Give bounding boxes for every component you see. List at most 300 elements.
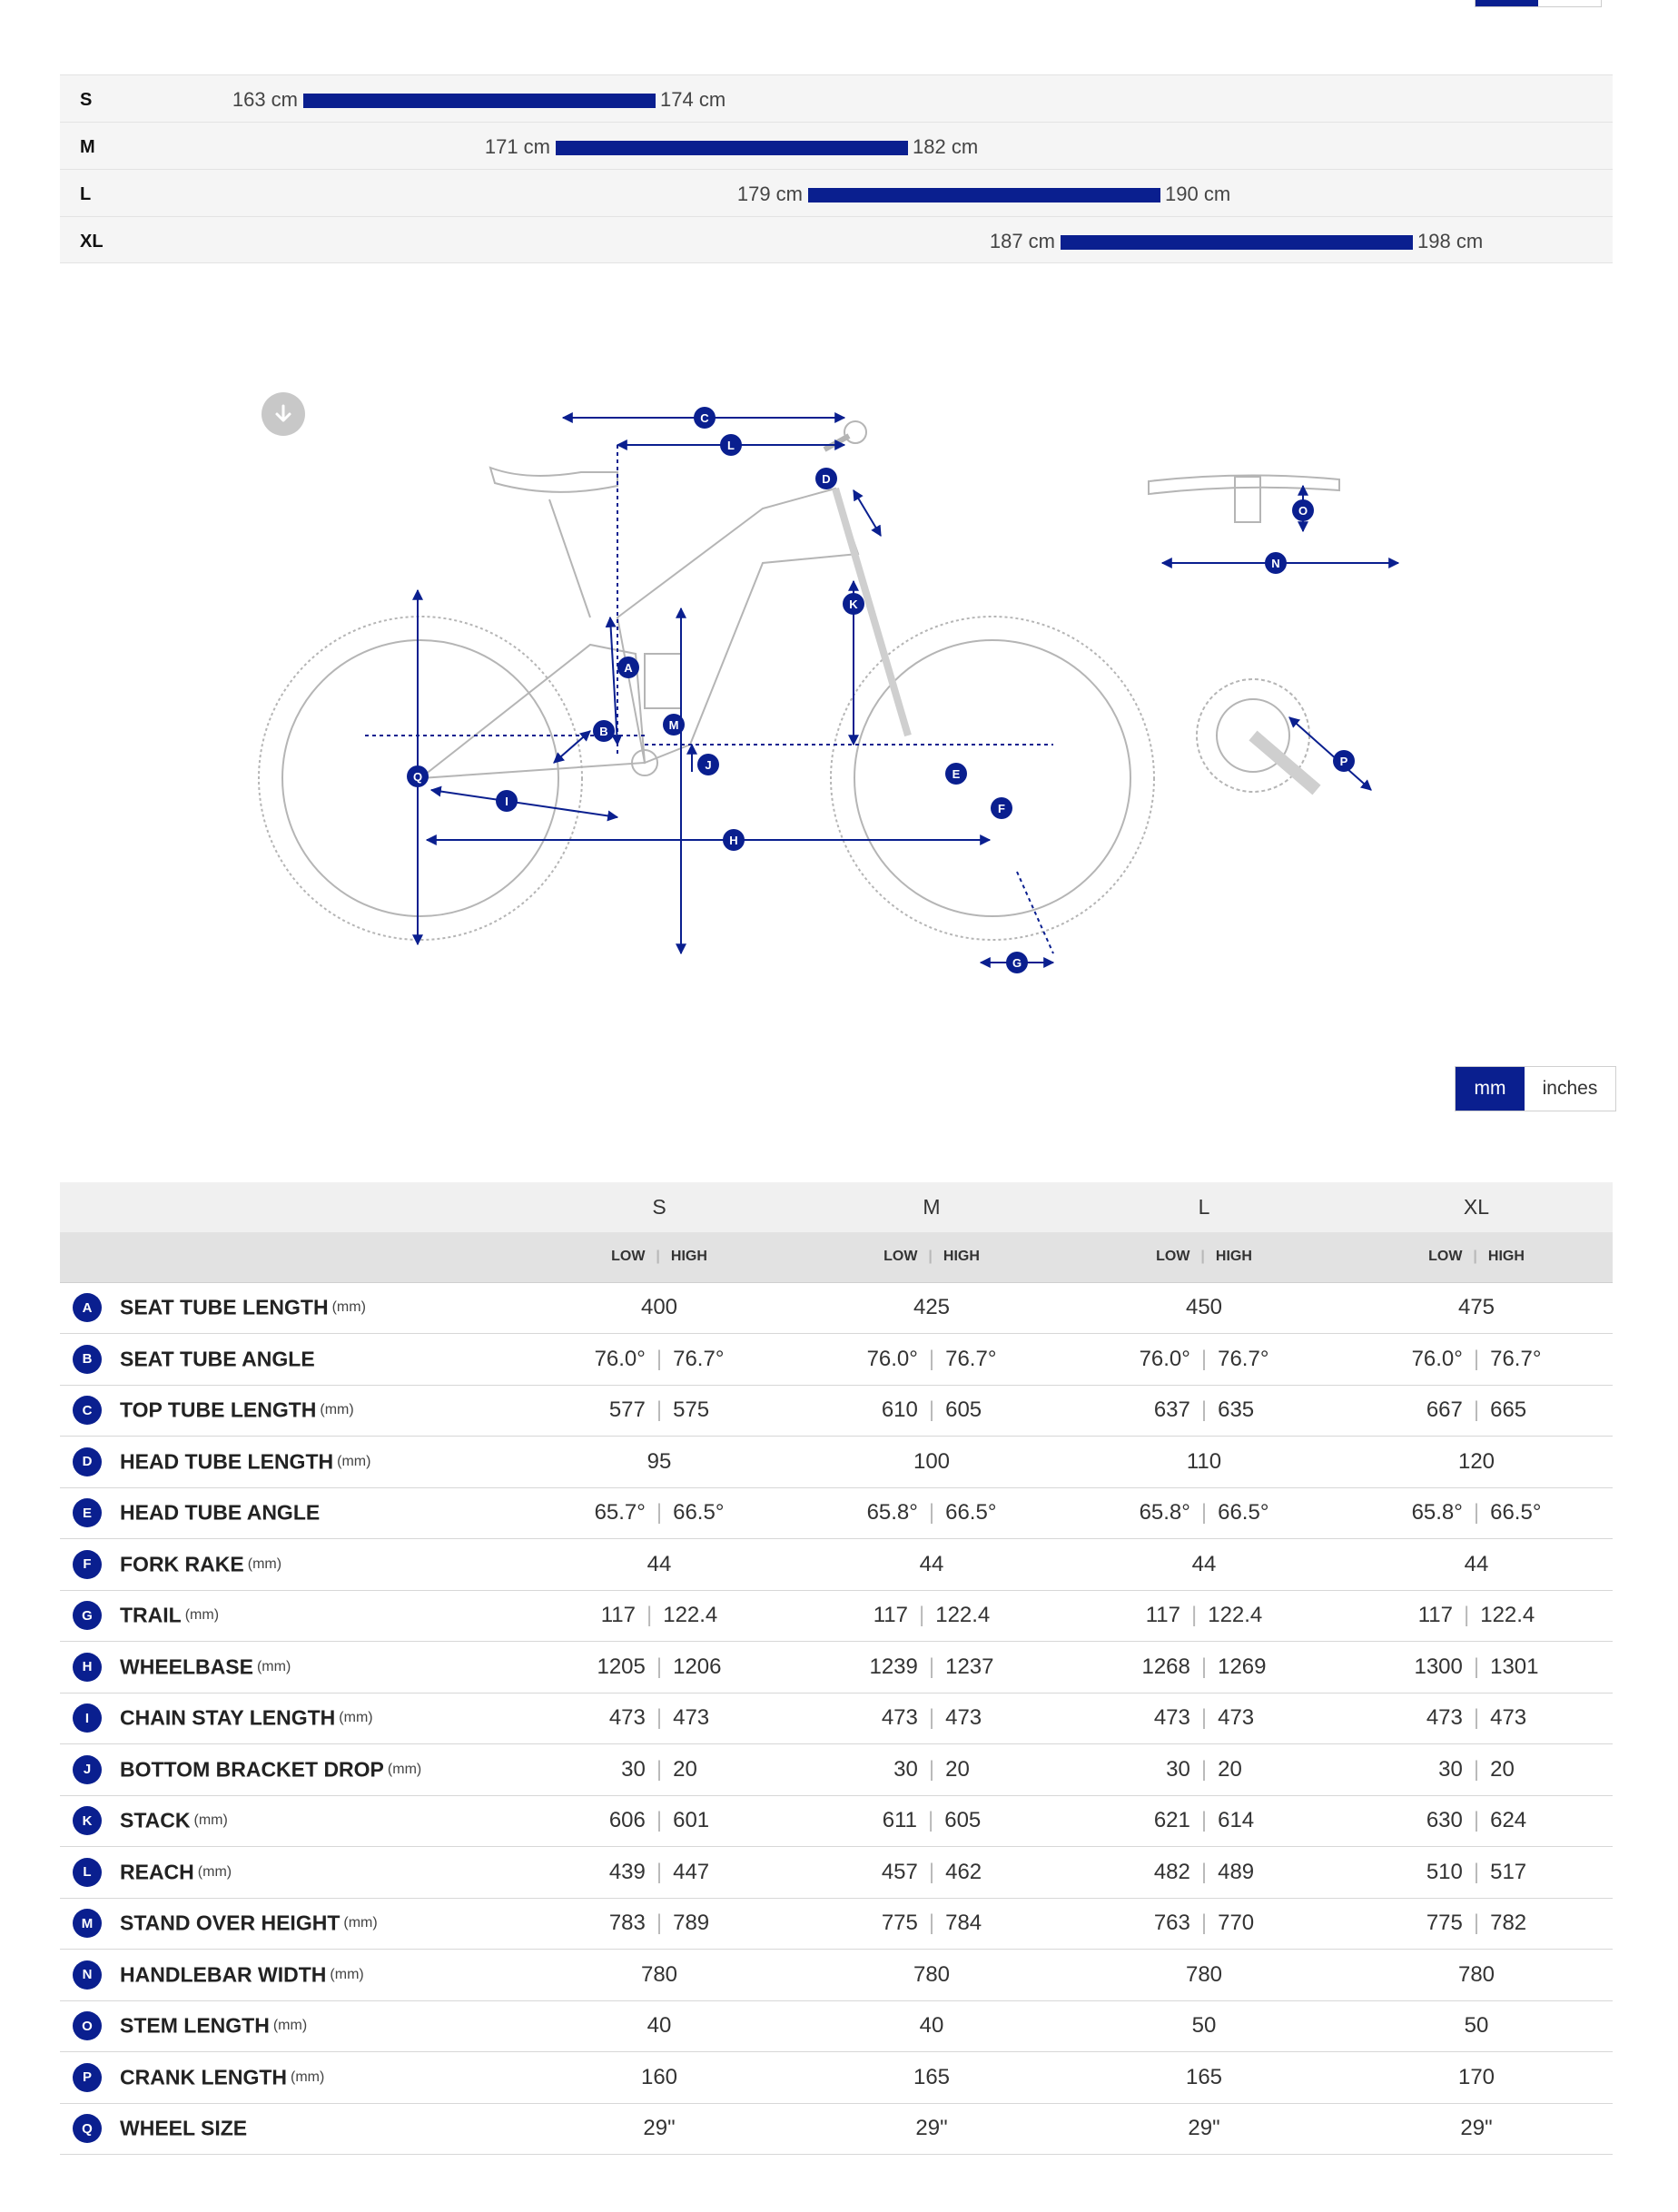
low-value: 65.8° [1139,1500,1190,1526]
size-row-s [60,74,1613,122]
geometry-value-cell [523,2052,795,2104]
low-value: 473 [1426,1705,1463,1731]
geometry-param-cell [60,1642,523,1694]
geometry-value-cell [795,1539,1068,1591]
param-name: STACK [120,1808,191,1832]
value-separator: | [1473,1705,1480,1731]
low-value: 482 [1153,1859,1190,1884]
low-value: 577 [608,1397,646,1423]
param-unit: (mm) [193,1812,228,1829]
value: 44 [1464,1551,1489,1576]
param-name: SEAT TUBE LENGTH [120,1295,329,1319]
low-value: 117 [1145,1603,1180,1628]
value-separator: | [1200,1808,1208,1833]
geometry-value-cell [795,2000,1068,2052]
value-separator: | [656,1346,663,1371]
param-name: WHEELBASE [120,1654,253,1679]
geometry-value-cell [523,1847,795,1899]
low-value: 1205 [597,1654,646,1679]
param-key-badge: G [73,1601,102,1630]
value: 170 [1457,2064,1495,2089]
low-value: 30 [1438,1756,1463,1782]
svg-text:I: I [505,795,508,808]
geometry-value-cell [1068,1487,1340,1539]
geometry-value-cell [1068,1898,1340,1950]
value-separator: | [927,1808,934,1833]
high-value: 614 [1218,1808,1255,1833]
low-value: 30 [621,1756,646,1782]
high-value: 1269 [1218,1654,1267,1679]
param-key-badge: P [73,2063,102,2092]
low-value: 457 [881,1859,918,1884]
geometry-param-cell [60,1950,523,2001]
value-separator: | [656,1500,663,1526]
geometry-row [60,2052,1613,2104]
param-key-badge: I [73,1703,102,1733]
low-high-header: LOW | HIGH [1068,1232,1340,1282]
value: 29" [915,2116,948,2141]
param-unit: (mm) [256,1658,291,1674]
svg-text:K: K [849,597,858,611]
geometry-value-cell [523,1693,795,1744]
high-value: 66.5° [1490,1500,1542,1526]
high-value: 1301 [1490,1654,1539,1679]
high-value: 66.5° [673,1500,725,1526]
geometry-value-cell [1068,2000,1340,2052]
high-value: 122.4 [1480,1603,1535,1628]
diagram-label-e [945,763,967,785]
saddle [490,468,617,492]
high-value: 782 [1490,1911,1527,1936]
high-value: 517 [1490,1859,1527,1884]
geometry-param-cell [60,1744,523,1796]
diagram-label-k [843,593,864,615]
diagram-label-g [1006,952,1028,973]
value-separator: | [1200,1397,1208,1423]
diagram-label-n [1265,552,1287,574]
diagram-label-c [694,407,716,429]
low-value: 473 [608,1705,646,1731]
high-value: 122.4 [1208,1603,1263,1628]
param-key-badge: M [73,1909,102,1938]
diagram-label-h [723,829,745,851]
geometry-value-cell [523,1744,795,1796]
low-value: 76.0° [1139,1346,1190,1371]
geometry-value-cell [795,1282,1068,1334]
geometry-row [60,2103,1613,2155]
high-value: 66.5° [1218,1500,1269,1526]
geometry-value-cell [523,1385,795,1437]
low-value: 65.7° [594,1500,646,1526]
value-separator: | [656,1756,663,1782]
geometry-value-cell [1340,2052,1613,2104]
low-value: 775 [1426,1911,1463,1936]
geometry-row [60,1437,1613,1488]
value-separator: | [1200,1911,1208,1936]
geometry-value-cell [523,1487,795,1539]
param-name: SEAT TUBE ANGLE [120,1347,315,1371]
low-value: 76.0° [1411,1346,1463,1371]
value-separator: | [1190,1603,1198,1628]
geometry-param-cell [60,2052,523,2104]
geometry-row [60,1334,1613,1386]
value: 165 [913,2064,951,2089]
high-value: 605 [944,1808,982,1833]
geometry-value-cell [523,1950,795,2001]
param-name: CHAIN STAY LENGTH [120,1705,336,1730]
high-value: 76.7° [945,1346,997,1371]
value-separator: | [1200,1654,1208,1679]
value-separator: | [918,1603,925,1628]
geometry-param-cell [60,1693,523,1744]
value-separator: | [928,1500,935,1526]
geometry-value-cell [1340,1590,1613,1642]
size-label: XL [80,232,104,252]
high-value: 447 [673,1859,710,1884]
low-value: 117 [1417,1603,1453,1628]
geometry-value-cell [1340,1487,1613,1539]
height-low-label: 171 cm [484,135,550,158]
low-value: 117 [600,1603,636,1628]
low-high-header: LOW | HIGH [795,1232,1068,1282]
svg-text:B: B [599,725,608,738]
geometry-row [60,1693,1613,1744]
low-value: 611 [882,1808,917,1833]
geometry-value-cell [1340,1847,1613,1899]
size-header-row [60,1182,1613,1232]
unit-inches-button[interactable]: inches [1525,1067,1615,1111]
height-range-bar [808,188,1160,202]
value-separator: | [928,1346,935,1371]
geometry-value-cell [1340,2103,1613,2155]
geometry-value-cell [795,1847,1068,1899]
value-separator: | [1473,1654,1480,1679]
high-value: 770 [1218,1911,1255,1936]
value-separator: | [656,1705,663,1731]
value: 29" [643,2116,676,2141]
low-value: 76.0° [594,1346,646,1371]
param-key-badge: Q [73,2114,102,2143]
low-value: 1239 [869,1654,918,1679]
geometry-value-cell [1068,2052,1340,2104]
high-value: 575 [673,1397,710,1423]
height-high-label: 182 cm [913,135,979,158]
geometry-value-cell [795,2103,1068,2155]
geometry-value-cell [1340,1282,1613,1334]
size-header: L [1068,1182,1340,1232]
geometry-value-cell [795,1795,1068,1847]
size-header: M [795,1182,1068,1232]
param-name: FORK RAKE [120,1552,244,1576]
value-separator: | [1200,1705,1208,1731]
geometry-value-cell [1340,2000,1613,2052]
geometry-value-cell [795,1950,1068,2001]
size-row-m [60,122,1613,169]
value-separator: | [928,1756,935,1782]
svg-text:H: H [729,834,738,847]
value-separator: | [1473,1859,1480,1884]
fork [835,489,908,736]
low-value: 1300 [1414,1654,1463,1679]
geometry-value-cell [1340,1693,1613,1744]
param-key-badge: J [73,1755,102,1784]
geometry-value-cell [523,1539,795,1591]
geometry-value-cell [523,1898,795,1950]
geometry-value-cell [795,1334,1068,1386]
value: 400 [640,1295,678,1320]
low-value: 775 [881,1911,918,1936]
geometry-value-cell [1068,1385,1340,1437]
low-value: 637 [1153,1397,1190,1423]
height-range-bar [303,94,656,108]
value-separator: | [1463,1603,1470,1628]
low-value: 763 [1153,1911,1190,1936]
low-value: 65.8° [866,1500,918,1526]
geometry-value-cell [795,1693,1068,1744]
geometry-value-cell [1068,1642,1340,1694]
high-value: 784 [945,1911,982,1936]
svg-text:E: E [952,767,961,781]
size-header: XL [1340,1182,1613,1232]
size-label: L [80,184,92,204]
value-separator: | [1473,1397,1480,1423]
param-unit: (mm) [247,1555,282,1572]
svg-text:L: L [727,439,735,452]
geometry-table [60,1182,1613,2155]
height-low-label: 187 cm [989,230,1055,252]
value: 780 [1457,1961,1495,1987]
geometry-row [60,1539,1613,1591]
geometry-param-cell [60,1539,523,1591]
geometry-row [60,1847,1613,1899]
diagram-label-a [617,657,639,678]
svg-text:Q: Q [412,770,423,784]
geometry-value-cell [523,1437,795,1488]
bar-clamp [844,421,866,443]
size-label: M [80,137,95,157]
value: 40 [647,2013,672,2039]
param-name: HANDLEBAR WIDTH [120,1962,327,1987]
geometry-value-cell [1340,1795,1613,1847]
geometry-value-cell [795,1437,1068,1488]
param-key-badge: D [73,1447,102,1476]
geometry-value-cell [1068,1590,1340,1642]
value: 780 [640,1961,678,1987]
high-value: 624 [1490,1808,1527,1833]
value: 780 [913,1961,951,1987]
high-value: 20 [1490,1756,1515,1782]
value: 165 [1185,2064,1223,2089]
geometry-value-cell [523,1590,795,1642]
geometry-value-cell [1068,1693,1340,1744]
geometry-param-cell [60,1898,523,1950]
geometry-value-cell [523,1795,795,1847]
value: 110 [1186,1448,1222,1474]
value-separator: | [646,1603,653,1628]
value-separator: | [1473,1756,1480,1782]
geometry-value-cell [1340,1744,1613,1796]
geometry-param-cell [60,1334,523,1386]
value: 29" [1188,2116,1220,2141]
svg-text:N: N [1271,557,1280,570]
param-unit: (mm) [320,1402,354,1418]
value-separator: | [1473,1911,1480,1936]
param-name: CRANK LENGTH [120,2065,287,2089]
low-value: 667 [1426,1397,1463,1423]
geometry-value-cell [1340,1898,1613,1950]
param-key-badge: F [73,1550,102,1579]
value: 100 [913,1448,951,1474]
value: 50 [1191,2013,1217,2039]
geometry-value-cell [1068,1437,1340,1488]
value: 29" [1460,2116,1493,2141]
high-value: 473 [945,1705,982,1731]
high-value: 473 [1218,1705,1255,1731]
geometry-value-cell [1340,1437,1613,1488]
high-value: 76.7° [1490,1346,1542,1371]
param-key-badge: L [73,1858,102,1887]
geometry-value-cell [523,1642,795,1694]
param-key-badge: E [73,1498,102,1527]
geometry-value-cell [523,1334,795,1386]
param-key-badge: B [73,1345,102,1374]
geometry-row [60,1950,1613,2001]
unit-toggle [1455,1066,1616,1111]
low-value: 606 [608,1808,646,1833]
geometry-row [60,1642,1613,1694]
geometry-param-cell [60,1847,523,1899]
size-header: S [523,1182,795,1232]
stem-side [1235,477,1260,522]
value: 160 [640,2064,678,2089]
diagram-label-b [593,720,615,742]
geometry-value-cell [1340,1539,1613,1591]
value-separator: | [1200,1346,1208,1371]
geometry-param-cell [60,1590,523,1642]
high-value: 76.7° [1218,1346,1269,1371]
unit-mm-button[interactable]: mm [1456,1067,1525,1111]
geometry-value-cell [1068,1847,1340,1899]
height-high-label: 190 cm [1165,183,1231,205]
param-name: HEAD TUBE ANGLE [120,1500,321,1525]
svg-text:G: G [1012,956,1022,970]
diagram-label-i [496,790,518,812]
param-name: TOP TUBE LENGTH [120,1397,317,1422]
value-separator: | [656,1654,663,1679]
low-value: 510 [1426,1859,1463,1884]
low-value: 783 [608,1911,646,1936]
param-key-badge: N [73,1960,102,1990]
geometry-value-cell [795,1744,1068,1796]
diagram-label-f [991,797,1012,819]
high-value: 473 [673,1705,710,1731]
value: 44 [919,1551,944,1576]
geometry-value-cell [1340,1950,1613,2001]
geometry-param-cell [60,2103,523,2155]
value-separator: | [928,1705,935,1731]
high-value: 605 [945,1397,982,1423]
geometry-value-cell [1340,1334,1613,1386]
geometry-value-cell [1068,1334,1340,1386]
geometry-row [60,1487,1613,1539]
svg-text:A: A [624,661,633,675]
value-separator: | [1200,1756,1208,1782]
geometry-param-cell [60,1487,523,1539]
height-high-label: 174 cm [660,88,726,111]
low-value: 473 [881,1705,918,1731]
geometry-value-cell [1068,1744,1340,1796]
geometry-param-cell [60,1385,523,1437]
low-high-header: LOW | HIGH [523,1232,795,1282]
geometry-value-cell [523,2103,795,2155]
geometry-value-cell [1068,1795,1340,1847]
seat-post [549,499,590,617]
geometry-value-cell [1068,2103,1340,2155]
low-value: 30 [1166,1756,1190,1782]
shock [645,654,681,708]
param-key-badge: H [73,1653,102,1682]
geometry-value-cell [795,1642,1068,1694]
rear-triangle [420,645,645,778]
param-name: TRAIL [120,1603,182,1627]
value: 95 [647,1448,672,1474]
param-name: STEM LENGTH [120,2013,270,2038]
diagram-label-o [1292,499,1314,521]
param-name: BOTTOM BRACKET DROP [120,1757,384,1782]
value-separator: | [928,1397,935,1423]
diagram-label-m [663,714,685,736]
geometry-value-cell [795,1385,1068,1437]
svg-text:C: C [700,411,709,425]
rider-height-chart [60,74,1613,263]
param-unit: (mm) [330,1966,364,1982]
value-separator: | [1473,1346,1480,1371]
height-range-bar [1061,235,1413,250]
low-value: 621 [1153,1808,1190,1833]
height-low-label: 163 cm [232,88,298,111]
param-name: WHEEL SIZE [120,2116,248,2140]
high-value: 1206 [673,1654,722,1679]
low-value: 630 [1426,1808,1463,1833]
param-key-badge: O [73,2011,102,2040]
diagram-label-d [815,468,837,489]
param-unit: (mm) [184,1607,220,1624]
value-separator: | [1473,1500,1480,1526]
high-value: 601 [673,1808,710,1833]
high-value: 122.4 [663,1603,718,1628]
geometry-value-cell [1068,1950,1340,2001]
value: 450 [1185,1295,1223,1320]
low-value: 76.0° [866,1346,918,1371]
svg-text:O: O [1298,504,1308,518]
high-value: 76.7° [673,1346,725,1371]
value-separator: | [928,1911,935,1936]
geometry-row [60,1898,1613,1950]
height-high-label: 198 cm [1417,230,1484,252]
param-name: HEAD TUBE LENGTH [120,1449,334,1474]
high-value: 122.4 [935,1603,991,1628]
geometry-value-cell [795,1898,1068,1950]
value-separator: | [656,1397,663,1423]
handlebar [1149,475,1339,494]
size-row-l [60,169,1613,216]
geometry-param-cell [60,1282,523,1334]
geometry-value-cell [1340,1385,1613,1437]
low-high-header: LOW | HIGH [1340,1232,1613,1282]
low-value: 1268 [1141,1654,1190,1679]
geometry-value-cell [1068,1282,1340,1334]
svg-text:F: F [998,802,1005,815]
